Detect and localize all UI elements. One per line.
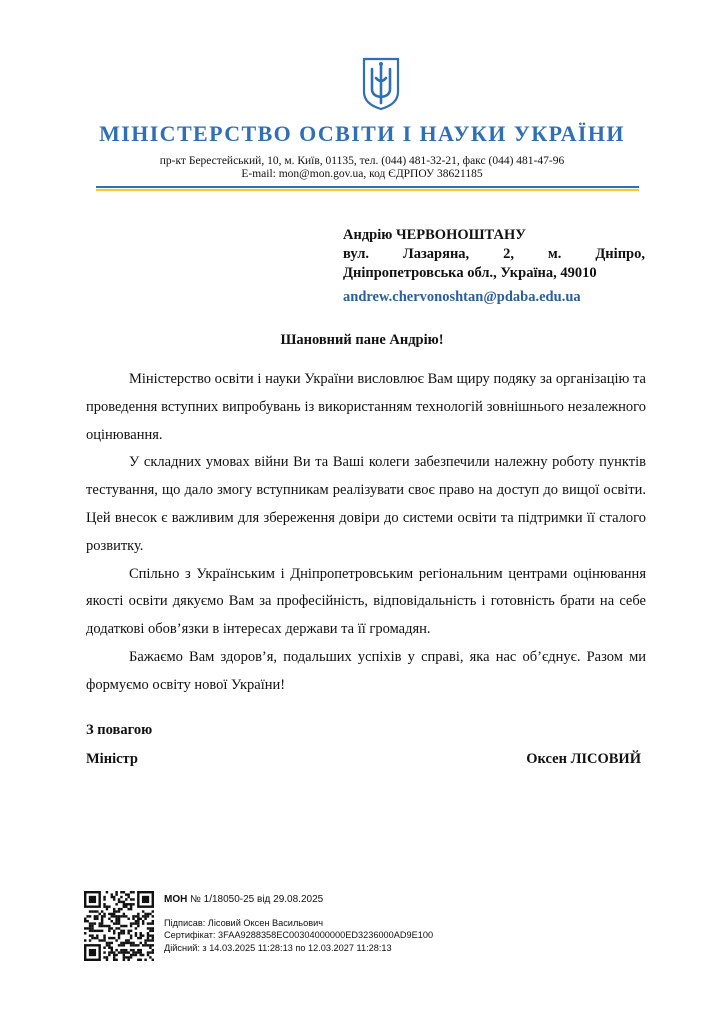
certificate: Сертифікат: 3FAA9288358EC00304000000ED3236000AD9E100	[164, 930, 434, 940]
validity: Дійсний: з 14.03.2025 11:28:13 по 12.03.2027 11:28:13	[164, 942, 392, 953]
body-paragraph: Міністерство освіти і науки України висловлює Вам щиру подяку за організацію та проведення вступних випробувань із використанням технологій зовнішнього незалежного оцінювання.	[86, 371, 646, 443]
recipient-email[interactable]: andrew.chervonoshtan@pdaba.edu.ua	[343, 289, 581, 305]
body-paragraph: У складних умовах війни Ви та Ваші колеги забезпечили належну роботу пунктів тестування, що дало змогу вступникам реалізувати своє право на доступ до вищої освіти. Цей внесок є важливим для збереження довіри до системи освіти та підтримки її сталого розвитку.	[86, 454, 646, 554]
letter-body	[86, 366, 646, 700]
body-paragraph: Спільно з Українським і Дніпропетровським регіональним центрами оцінювання якості освіти дякуємо Вам за професійність, відповідальність і готовність брати на себе додаткові обов’язки в інтересах держави та її громадян.	[86, 565, 646, 638]
registry-prefix: МОН	[164, 894, 188, 905]
ministry-contacts: E-mail: mon@mon.gov.ua, код ЄДРПОУ 38621185	[241, 168, 483, 180]
ministry-name: МІНІСТЕРСТВО ОСВІТИ І НАУКИ УКРАЇНИ	[99, 121, 625, 146]
closing-regards: З повагою	[86, 722, 153, 738]
body-paragraph: Бажаємо Вам здоров’я, подальших успіхів у справі, яка нас об’єднує. Разом ми формуємо освіту нової України!	[86, 648, 646, 693]
e-signature-block	[164, 894, 433, 954]
signed-by: Підписав: Лісовий Оксен Васильович	[164, 917, 323, 928]
header-blue-stripe	[96, 186, 639, 188]
recipient-block	[343, 226, 645, 283]
registry-line	[164, 894, 433, 907]
registry-number: № 1/18050-25 від 29.08.2025	[190, 894, 324, 905]
recipient-address-line2: Дніпропетровська обл., Україна, 49010	[343, 265, 597, 281]
signer-name: Оксен ЛІСОВИЙ	[526, 751, 641, 767]
header-yellow-stripe	[96, 189, 639, 191]
signer-position: Міністр	[86, 751, 138, 767]
trident-coat-of-arms-icon	[361, 56, 401, 112]
recipient-address-line1: вул. Лазаряна, 2, м. Дніпро,	[343, 246, 645, 262]
qr-code-icon	[84, 891, 154, 961]
ministry-address: пр-кт Берестейський, 10, м. Київ, 01135, тел. (044) 481-32-21, факс (044) 481-47-96	[159, 155, 565, 167]
recipient-name: Андрію ЧЕРВОНОШТАНУ	[343, 227, 526, 243]
salutation: Шановний пане Андрію!	[280, 332, 444, 348]
